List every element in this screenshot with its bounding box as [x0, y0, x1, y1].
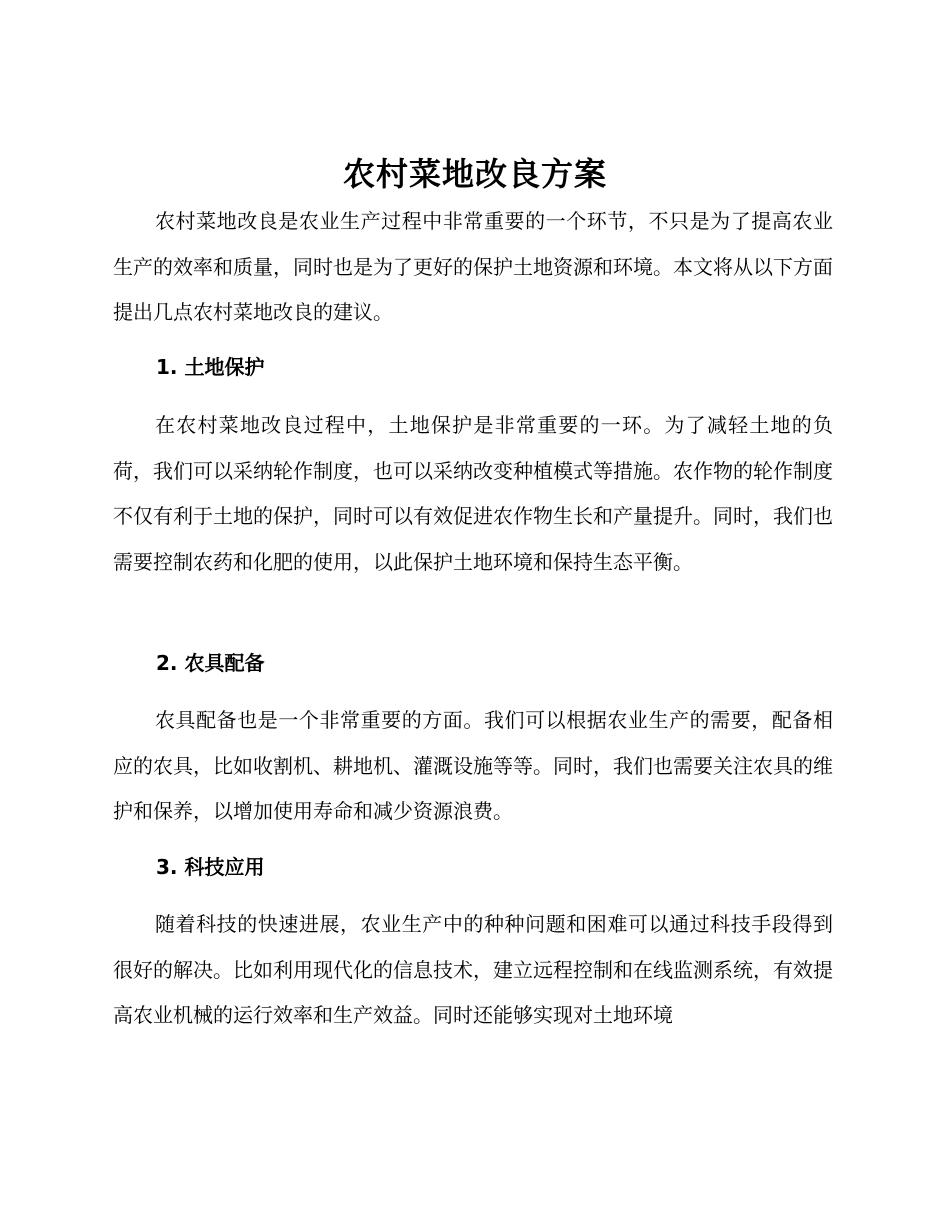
- section-heading-land-protection: 1. 土地保护: [156, 355, 265, 379]
- section-heading-equipment: 2. 农具配备: [156, 651, 265, 675]
- section-body-technology: 随着科技的快速进展，农业生产中的种种问题和困难可以通过科技手段得到很好的解决。比如利用现代化的信息技术，建立远程控制和在线监测系统，有效提高农业机械的运行效率和生产效益。同时还能够实现对土地环境: [113, 912, 833, 1027]
- document-title: 农村菜地改良方案: [342, 155, 607, 193]
- section-body-land-protection: 在农村菜地改良过程中，土地保护是非常重要的一环。为了减轻土地的负荷，我们可以采纳轮作制度，也可以采纳改变种植模式等措施。农作物的轮作制度不仅有利于土地的保护，同时可以有效促进农作物生长和产量提升。同时，我们也需要控制农药和化肥的使用，以此保护土地环境和保持生态平衡。: [113, 413, 833, 574]
- intro-paragraph: 农村菜地改良是农业生产过程中非常重要的一个环节，不只是为了提高农业生产的效率和质量，同时也是为了更好的保护土地资源和环境。本文将从以下方面提出几点农村菜地改良的建议。: [113, 209, 833, 324]
- section-heading-technology: 3. 科技应用: [156, 855, 265, 879]
- section-body-equipment: 农具配备也是一个非常重要的方面。我们可以根据农业生产的需要，配备相应的农具，比如收割机、耕地机、灌溉设施等等。同时，我们也需要关注农具的维护和保养，以增加使用寿命和减少资源浪费。: [113, 708, 833, 823]
